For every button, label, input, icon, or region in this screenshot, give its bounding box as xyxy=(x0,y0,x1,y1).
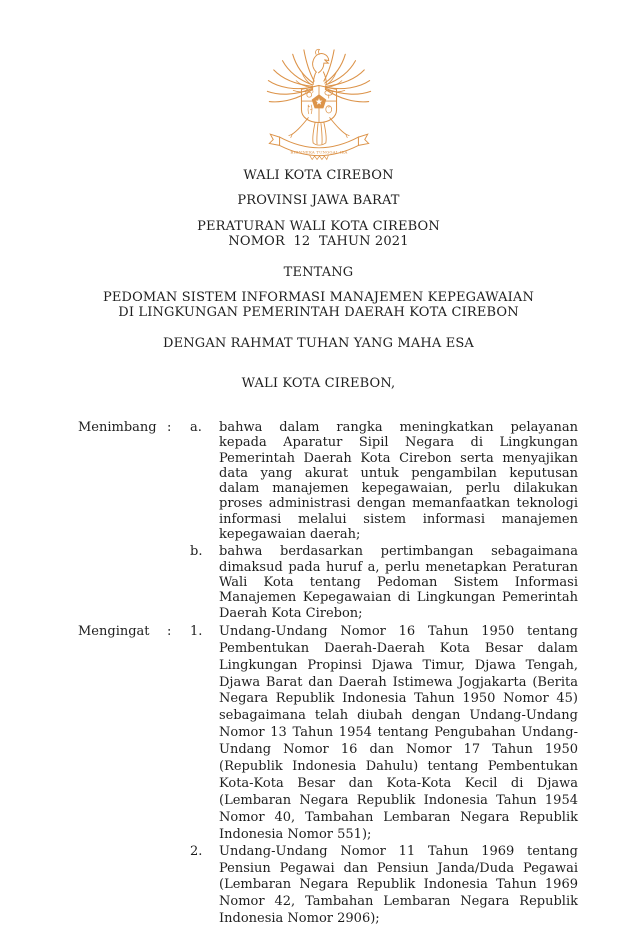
tentang-label: TENTANG xyxy=(283,265,354,280)
considering-item-b xyxy=(0,544,637,620)
province-title: PROVINSI JAWA BARAT xyxy=(237,193,400,208)
subject-line-1: PEDOMAN SISTEM INFORMASI MANAJEMEN KEPEGAWAIAN xyxy=(103,290,534,305)
enacting-authority: WALI KOTA CIREBON, xyxy=(241,376,396,391)
item-marker: 2. xyxy=(190,843,203,859)
authority-title: WALI KOTA CIREBON xyxy=(243,168,394,183)
colon-separator: : xyxy=(167,420,172,435)
considering-label: Menimbang xyxy=(78,420,157,435)
considering-item-a xyxy=(0,420,637,542)
invocation-line: DENGAN RAHMAT TUHAN YANG MAHA ESA xyxy=(163,336,474,351)
colon-separator: : xyxy=(167,623,172,639)
item-text: Undang-Undang Nomor 11 Tahun 1969 tentang Pensiun Pegawai dan Pensiun Janda/Duda Pegawai (Lembaran Negara Republik Indonesia Tahun 1969 Nomor 42, Tambahan Lembaran Negara Republik Indonesia Nomor 2906); xyxy=(219,843,578,927)
legal-basis-item-2 xyxy=(0,844,637,929)
legal-basis-label: Mengingat xyxy=(78,623,150,639)
garuda-svg xyxy=(263,44,375,163)
legal-basis-item-1 xyxy=(0,624,637,844)
item-text: bahwa berdasarkan pertimbangan sebagaimana dimaksud pada huruf a, perlu menetapkan Peraturan Wali Kota tentang Pedoman Sistem Informasi Manajemen Kepegawaian di Lingkungan Pemerintah Daerah Kota Cirebon; xyxy=(219,544,578,621)
regulation-title: PERATURAN WALI KOTA CIREBON xyxy=(197,219,440,234)
item-marker: b. xyxy=(190,544,203,560)
regulation-number: NOMOR 12 TAHUN 2021 xyxy=(228,234,409,249)
item-marker: 1. xyxy=(190,623,203,639)
item-marker: a. xyxy=(190,420,202,435)
emblem-motto: BHINNEKA TUNGGAL IKA xyxy=(289,149,348,155)
garuda-pancasila-emblem-icon xyxy=(263,44,375,163)
preamble xyxy=(0,420,637,928)
subject-line-2: DI LINGKUNGAN PEMERINTAH DAERAH KOTA CIREBON xyxy=(118,305,519,320)
item-text: Undang-Undang Nomor 16 Tahun 1950 tentang Pembentukan Daerah-Daerah Kota Besar dalam Lingkungan Propinsi Djawa Timur, Djawa Tengah, Djawa Barat dan Daerah Istimewa Jogjakarta (Berita Negara Republik Indonesia Tahun 1950 Nomor 45) sebagaimana telah diubah dengan Undang-Undang Nomor 13 Tahun 1954 tentang Pengubahan Undang-Undang Nomor 16 dan Nomor 17 Tahun 1950 (Republik Indonesia Dahulu) tentang Pembentukan Kota-Kota Besar dan Kota-Kota Kecil di Djawa (Lembaran Negara Republik Indonesia Tahun 1954 Nomor 40, Tambahan Lembaran Negara Republik Indonesia Nomor 551); xyxy=(219,623,578,842)
item-text: bahwa dalam rangka meningkatkan pelayanan kepada Aparatur Sipil Negara di Lingkungan Pemerintah Daerah Kota Cirebon serta menyajikan data yang akurat untuk pengambilan keputusan dalam manajemen kepegawaian, perlu dilakukan proses administrasi dengan memanfaatkan teknologi informasi melalui sistem informasi manajemen kepegawaian daerah; xyxy=(219,420,578,543)
